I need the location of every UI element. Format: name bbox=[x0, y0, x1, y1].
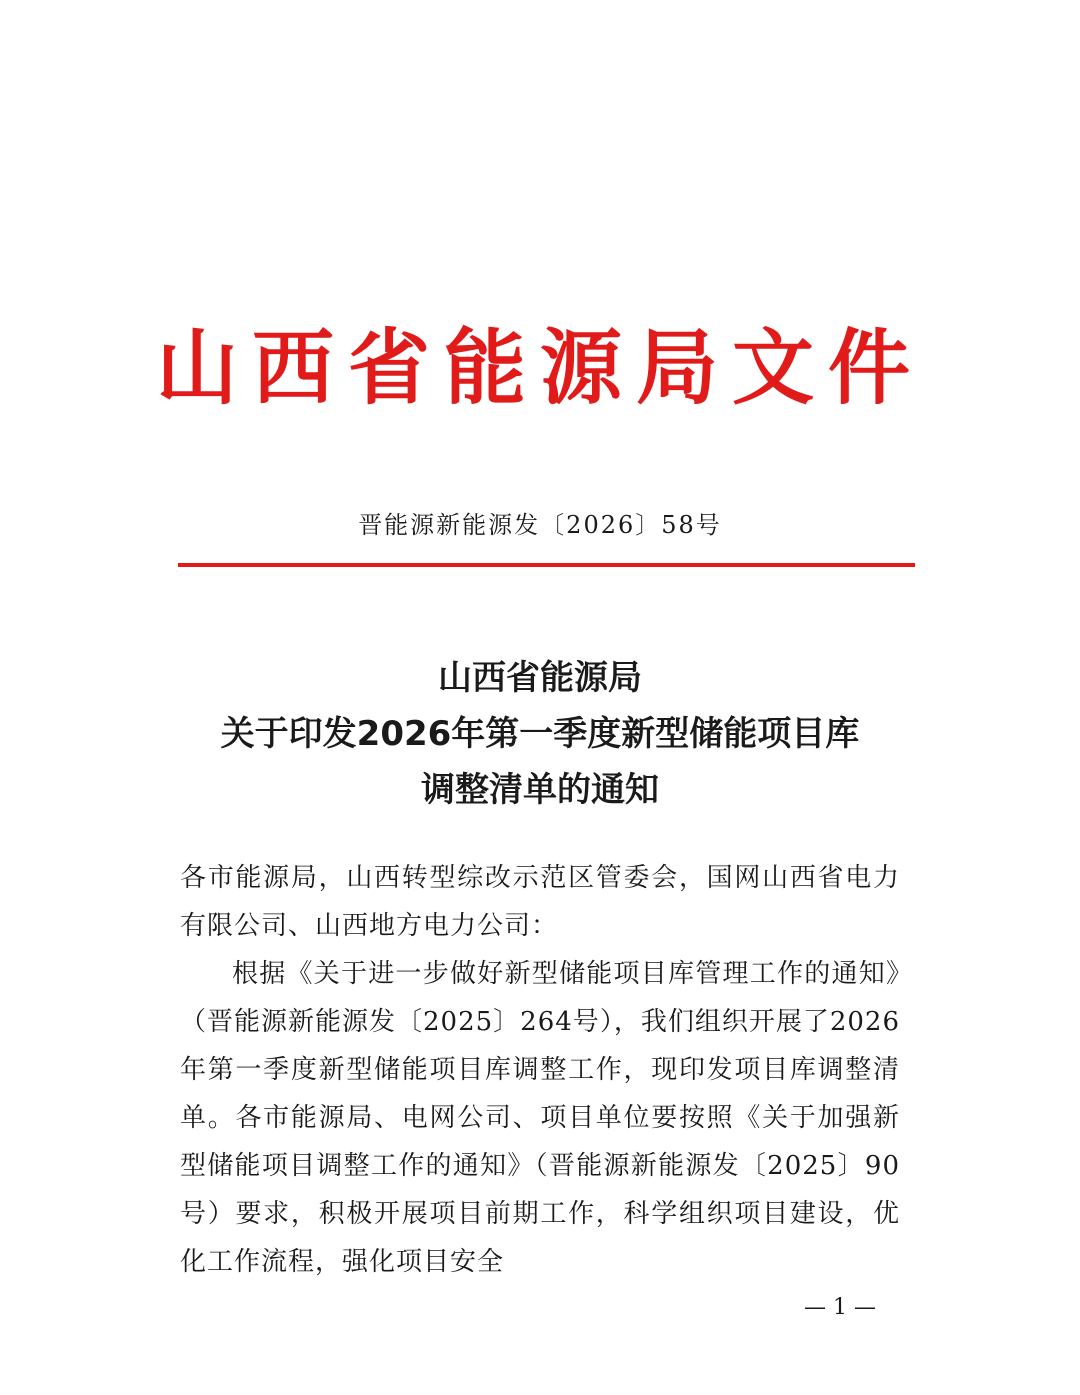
salutation: 各市能源局，山西转型综改示范区管委会，国网山西省电力有限公司、山西地方电力公司： bbox=[180, 863, 900, 941]
red-divider-line bbox=[178, 563, 915, 567]
notice-title bbox=[0, 650, 1080, 818]
page-number: — 1 — bbox=[804, 1295, 876, 1320]
title-line-1: 山西省能源局 bbox=[438, 658, 642, 698]
document-number: 晋能源新能源发〔2026〕58号 bbox=[358, 511, 722, 539]
body-text bbox=[180, 854, 900, 1286]
title-line-3: 调整清单的通知 bbox=[421, 770, 659, 810]
masthead-title: 山西省能源局文件 bbox=[155, 320, 924, 416]
body-paragraph: 根据《关于进一步做好新型储能项目库管理工作的通知》（晋能源新能源发〔2025〕264号），我们组织开展了2026年第一季度新型储能项目库调整工作，现印发项目库调整清单。各市能源局、电网公司、项目单位要按照《关于加强新型储能项目调整工作的通知》（晋能源新能源发〔2025〕90号）要求，积极开展项目前期工作，科学组织项目建设，优化工作流程，强化项目安全 bbox=[180, 959, 900, 1277]
title-line-2: 关于印发2026年第一季度新型储能项目库 bbox=[220, 714, 860, 754]
